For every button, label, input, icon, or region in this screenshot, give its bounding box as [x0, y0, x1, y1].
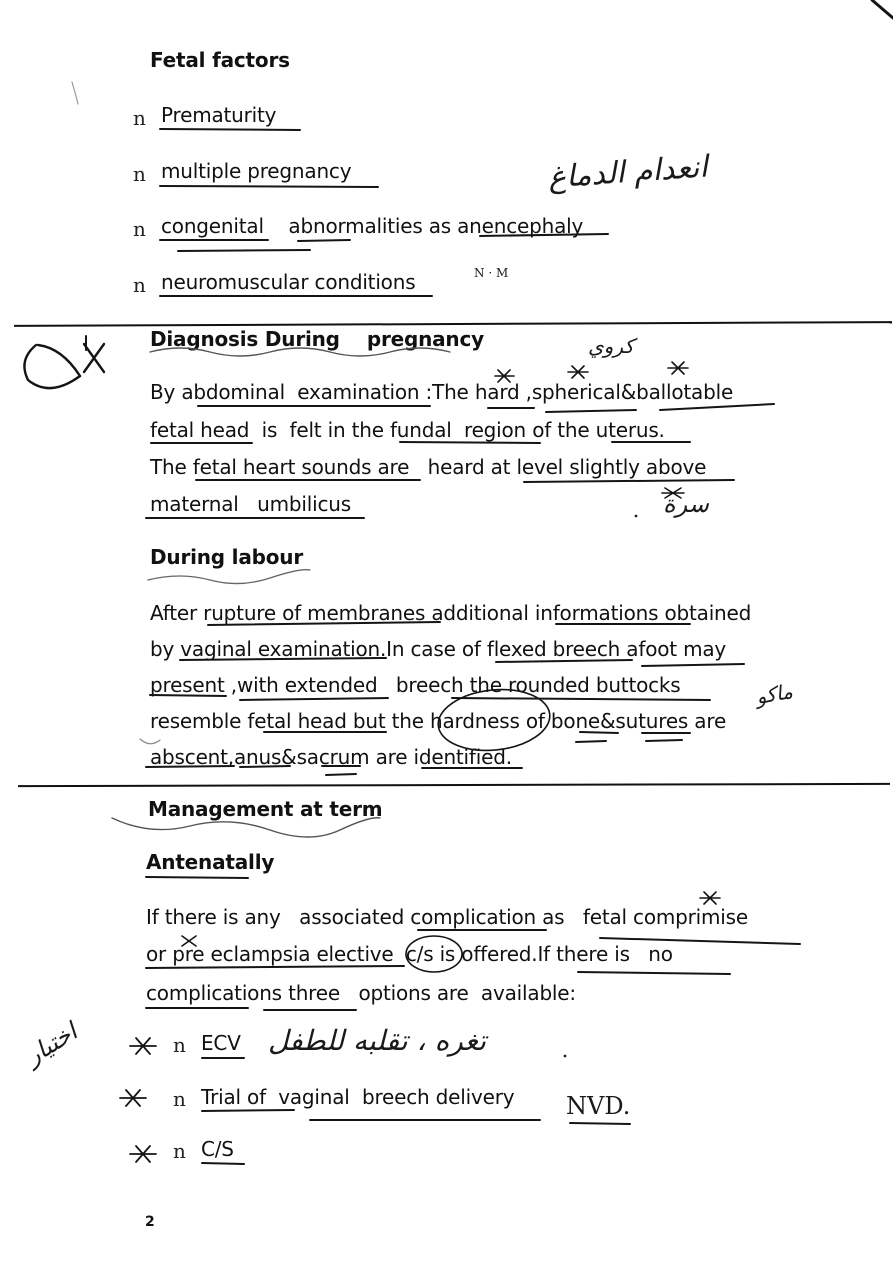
option-cs: C/S — [201, 1137, 234, 1161]
section-divider — [18, 783, 890, 787]
diagnosis-line-1: By abdominal examination :The hard ,spherical&ballotable — [150, 380, 734, 404]
diagnosis-heading: Diagnosis During pregnancy — [150, 327, 484, 351]
labour-line-2: by vaginal examination.In case of flexed breech afoot may — [150, 637, 727, 661]
fetal-factors-heading: Fetal factors — [150, 48, 290, 72]
antenatally-heading: Antenatally — [146, 850, 275, 874]
management-heading: Management at term — [148, 797, 383, 821]
option-trial-vaginal: Trial of vaginal breech delivery — [201, 1085, 515, 1109]
handwritten-note: N · M — [474, 266, 509, 280]
labour-line-3: present ,with extended breech the rounded buttocks — [150, 673, 681, 697]
management-line-2: or pre eclampsia elective c/s is offered.If there is no — [146, 942, 673, 966]
fetal-item-congenital: congenital abnormalities as anencephaly — [161, 214, 584, 238]
handwritten-note: انعدام الدماغ — [546, 149, 709, 196]
handwritten-note: ماكو — [754, 678, 795, 710]
bullet-marker: n — [133, 106, 146, 130]
handwritten-note: تغره ، تقلبه للطفل — [268, 1024, 486, 1057]
labour-heading: During labour — [150, 545, 303, 569]
bullet-marker: n — [173, 1087, 186, 1111]
bullet-marker: n — [173, 1033, 186, 1057]
page-number: 2 — [145, 1214, 155, 1230]
bullet-marker: n — [133, 217, 146, 241]
handwritten-note: كروي — [588, 334, 634, 358]
fetal-item-neuromuscular: neuromuscular conditions — [161, 270, 416, 294]
handwritten-note: سرة — [663, 490, 709, 518]
labour-line-4: resemble fetal head but the hardness of bone&sutures are — [150, 709, 727, 733]
management-line-1: If there is any associated complication as fetal comprimise — [146, 905, 748, 929]
diagnosis-line-4: maternal umbilicus — [150, 492, 351, 516]
labour-line-1: After rupture of membranes additional informations obtained — [150, 601, 752, 625]
bullet-marker: n — [133, 273, 146, 297]
diagnosis-line-2: fetal head is felt in the fundal region of the uterus. — [150, 418, 665, 442]
labour-line-5: abscent,anus&sacrum are identified. — [150, 745, 512, 769]
bullet-marker: n — [133, 162, 146, 186]
diagnosis-line-3: The fetal heart sounds are heard at level slightly above — [150, 455, 707, 479]
option-ecv: ECV — [201, 1031, 241, 1055]
handwritten-note: اختيار — [20, 1017, 83, 1071]
fetal-item-prematurity: Prematurity — [161, 103, 277, 127]
bullet-marker: n — [173, 1139, 186, 1163]
fetal-item-multiple-pregnancy: multiple pregnancy — [161, 159, 352, 183]
management-line-3: complications three options are available: — [146, 981, 576, 1005]
handwritten-note: NVD. — [566, 1092, 631, 1120]
